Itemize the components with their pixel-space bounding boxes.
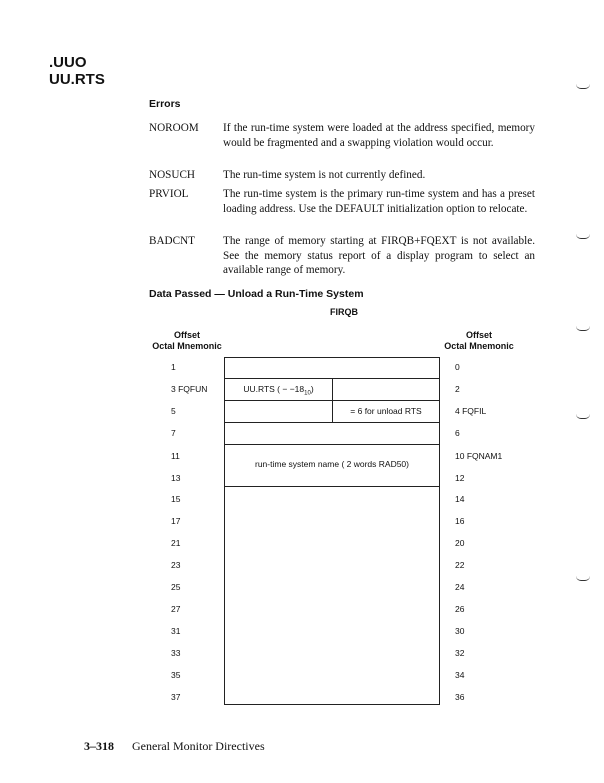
- right-offset-label: 0: [455, 362, 460, 372]
- scan-edge-mark: [576, 84, 590, 89]
- word-divider: [225, 422, 439, 423]
- left-offset-label: 21: [171, 538, 181, 548]
- error-description: If the run-time system were loaded at the address specified, memory would be fragmented and a swapping violation would occur.: [223, 122, 535, 149]
- error-code: NOROOM: [149, 122, 199, 134]
- page-footer: [84, 739, 265, 754]
- right-offset-label: 10 FQNAM1: [455, 451, 503, 461]
- fqfun-subscript: 10: [304, 390, 311, 397]
- data-passed-heading: Data Passed — Unload a Run-Time System: [149, 288, 364, 300]
- left-offset-label: 23: [171, 560, 181, 570]
- word-divider: [225, 444, 439, 445]
- right-offset-label: 32: [455, 648, 465, 658]
- left-offset-label: 25: [171, 582, 181, 592]
- right-offset-label: 24: [455, 582, 465, 592]
- scan-edge-mark: [576, 414, 590, 419]
- error-code: BADCNT: [149, 235, 195, 247]
- left-offset-label: 5: [171, 406, 176, 416]
- scan-edge-mark: [576, 576, 590, 581]
- directive-title: [49, 54, 105, 88]
- left-header-octal-mnemonic: Octal Mnemonic: [152, 341, 222, 351]
- left-offset-label: 17: [171, 516, 181, 526]
- error-description: The run-time system is not currently defined.: [223, 169, 426, 181]
- right-offset-label: 12: [455, 473, 465, 483]
- scan-edge-mark: [576, 234, 590, 239]
- fqfun-value: UU.RTS ( − −18: [243, 384, 305, 394]
- left-offset-label: 3 FQFUN: [171, 384, 208, 394]
- error-code: PRVIOL: [149, 188, 189, 200]
- left-offset-label: 27: [171, 604, 181, 614]
- scan-edge-mark: [576, 326, 590, 331]
- firqb-diagram: [224, 357, 440, 705]
- error-code: NOSUCH: [149, 169, 196, 181]
- left-offset-label: 13: [171, 473, 181, 483]
- left-offset-label: 37: [171, 692, 181, 702]
- error-description: The range of memory starting at FIRQB+FQEXT is not available. See the memory status report of a display program to select an available range of memory.: [223, 235, 535, 276]
- left-header-offset: Offset: [173, 330, 200, 340]
- left-offset-label: 35: [171, 670, 181, 680]
- left-offset-label: 11: [171, 451, 180, 461]
- directive-title-line1: .UUO: [49, 54, 87, 71]
- right-offset-label: 26: [455, 604, 465, 614]
- left-column-header: [149, 330, 225, 352]
- directive-title-line2: UU.RTS: [49, 71, 105, 88]
- right-offset-label: 36: [455, 692, 465, 702]
- right-offset-label: 6: [455, 428, 460, 438]
- fqfun-close: ): [310, 384, 314, 394]
- right-offset-label: 16: [455, 516, 465, 526]
- fqfun-cell: [225, 384, 332, 397]
- left-offset-label: 1: [171, 362, 176, 372]
- right-offset-label: 4 FQFIL: [455, 406, 487, 416]
- right-column-header: [440, 330, 518, 352]
- fqnam1-cell: run-time system name ( 2 words RAD50): [255, 459, 409, 469]
- right-offset-label: 30: [455, 626, 465, 636]
- right-offset-label: 2: [455, 384, 460, 394]
- left-offset-label: 33: [171, 648, 181, 658]
- page-number: 3–318: [84, 739, 114, 753]
- word-divider: [225, 486, 439, 487]
- left-offset-label: 15: [171, 494, 181, 504]
- errors-heading: Errors: [149, 98, 181, 110]
- right-header-offset: Offset: [465, 330, 492, 340]
- right-offset-label: 22: [455, 560, 465, 570]
- right-offset-label: 34: [455, 670, 465, 680]
- section-title: General Monitor Directives: [132, 739, 265, 753]
- left-offset-label: 31: [171, 626, 181, 636]
- fqfil-cell: = 6 for unload RTS: [350, 406, 422, 416]
- error-description: The run-time system is the primary run-time system and has a preset loading address. Use the DEFAULT initialization option to relocate.: [223, 188, 535, 215]
- block-name: FIRQB: [330, 307, 358, 317]
- right-offset-label: 14: [455, 494, 465, 504]
- right-header-octal-mnemonic: Octal Mnemonic: [444, 341, 514, 351]
- right-offset-label: 20: [455, 538, 465, 548]
- left-offset-label: 7: [171, 428, 176, 438]
